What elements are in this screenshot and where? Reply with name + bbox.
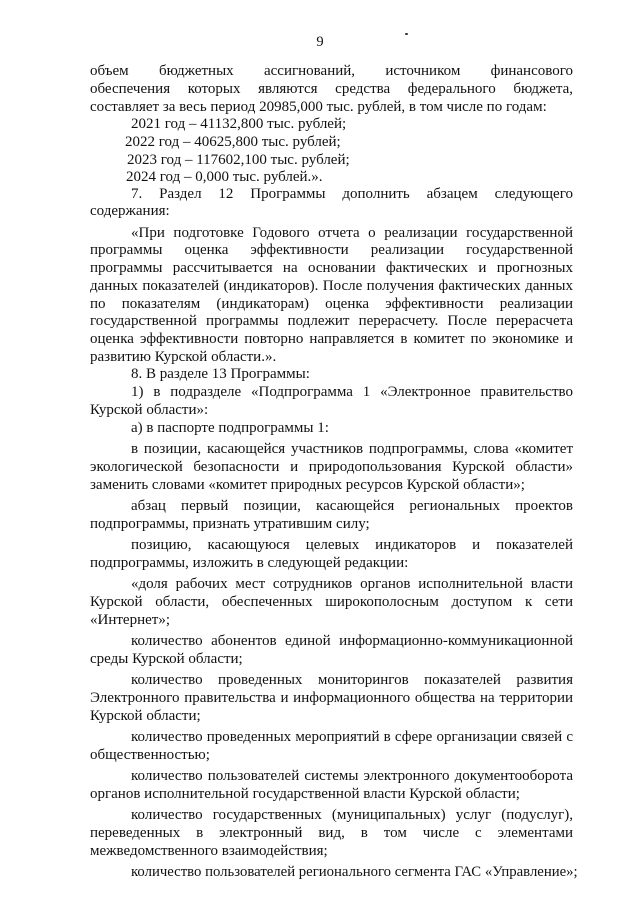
section-heading-line: 8. В разделе 13 Программы:: [131, 366, 310, 382]
funding-year-line: 2022 год – 40625,800 тыс. рублей;: [125, 134, 341, 150]
quoted-paragraph-line: по показателям (индикаторам) оценка эффективности реализации: [90, 296, 573, 312]
quoted-paragraph-line: оценка эффективности повторно направляется в комитет по экономике и: [90, 331, 573, 347]
paragraph-line: составляет за весь период 20985,000 тыс. рублей, в том числе по годам:: [90, 99, 547, 115]
quoted-paragraph-line: государственной программы подлежит перерасчету. После перерасчета: [90, 313, 573, 329]
paragraph-line: абзац первый позиции, касающейся региональных проектов: [131, 498, 573, 514]
indicator-line: Курской области;: [90, 708, 201, 724]
indicator-line: «Интернет»;: [90, 612, 170, 628]
indicator-line: «доля рабочих мест сотрудников органов исполнительной власти: [131, 576, 573, 592]
paragraph-line: а) в паспорте подпрограммы 1:: [131, 420, 329, 436]
paragraph-line: подпрограммы, признать утратившим силу;: [90, 516, 370, 532]
paragraph-line: заменить словами «комитет природных ресурсов Курской области»;: [90, 477, 525, 493]
indicator-line: количество государственных (муниципальных) услуг (подуслуг),: [131, 807, 573, 823]
quoted-paragraph-line: данных показателей (индикаторов). После получения фактических данных: [90, 278, 573, 294]
paragraph-line: содержания:: [90, 203, 170, 219]
page-number: 9: [316, 34, 324, 50]
funding-year-line: 2021 год – 41132,800 тыс. рублей;: [131, 116, 347, 132]
indicator-line: среды Курской области;: [90, 651, 243, 667]
paragraph-line: объем бюджетных ассигнований, источником финансового: [90, 63, 573, 79]
indicator-line: количество абонентов единой информационно-коммуникационной: [131, 633, 573, 649]
indicator-line: органов исполнительной государственной власти Курской области;: [90, 786, 520, 802]
quoted-paragraph-line: программы рассчитывается на основании фактических и прогнозных: [90, 260, 573, 276]
indicator-line: количество проведенных мониторингов показателей развития: [131, 672, 573, 688]
scan-speck: [405, 33, 408, 35]
indicator-line: количество пользователей регионального сегмента ГАС «Управление»;: [131, 864, 578, 880]
indicator-line: количество проведенных мероприятий в сфере организации связей с: [131, 729, 573, 745]
paragraph-line: 1) в подразделе «Подпрограмма 1 «Электронное правительство: [131, 384, 573, 400]
indicator-line: переведенных в электронный вид, в том числе с элементами: [90, 825, 573, 841]
funding-year-line: 2024 год – 0,000 тыс. рублей.».: [126, 169, 323, 185]
quoted-paragraph-line: развитию Курской области.».: [90, 349, 277, 365]
section-heading-line: 7. Раздел 12 Программы дополнить абзацем следующего: [131, 186, 573, 202]
paragraph-line: экологической безопасности и природопользования Курской области»: [90, 459, 573, 475]
indicator-line: Электронного правительства и информационного общества на территории: [90, 690, 573, 706]
indicator-line: межведомственного взаимодействия;: [90, 843, 328, 859]
paragraph-line: обеспечения которых являются средства федерального бюджета,: [90, 81, 573, 97]
paragraph-line: в позиции, касающейся участников подпрограммы, слова «комитет: [131, 441, 573, 457]
paragraph-line: позицию, касающуюся целевых индикаторов и показателей: [131, 537, 573, 553]
funding-year-line: 2023 год – 117602,100 тыс. рублей;: [127, 152, 350, 168]
paragraph-line: подпрограммы, изложить в следующей редакции:: [90, 555, 409, 571]
indicator-line: количество пользователей системы электронного документооборота: [131, 768, 573, 784]
quoted-paragraph-line: «При подготовке Годового отчета о реализации государственной: [131, 225, 573, 241]
paragraph-line: Курской области»:: [90, 402, 209, 418]
indicator-line: Курской области, обеспеченных широкополосным доступом к сети: [90, 594, 573, 610]
quoted-paragraph-line: программы оценка эффективности реализации государственной: [90, 242, 573, 258]
indicator-line: общественностью;: [90, 747, 210, 763]
